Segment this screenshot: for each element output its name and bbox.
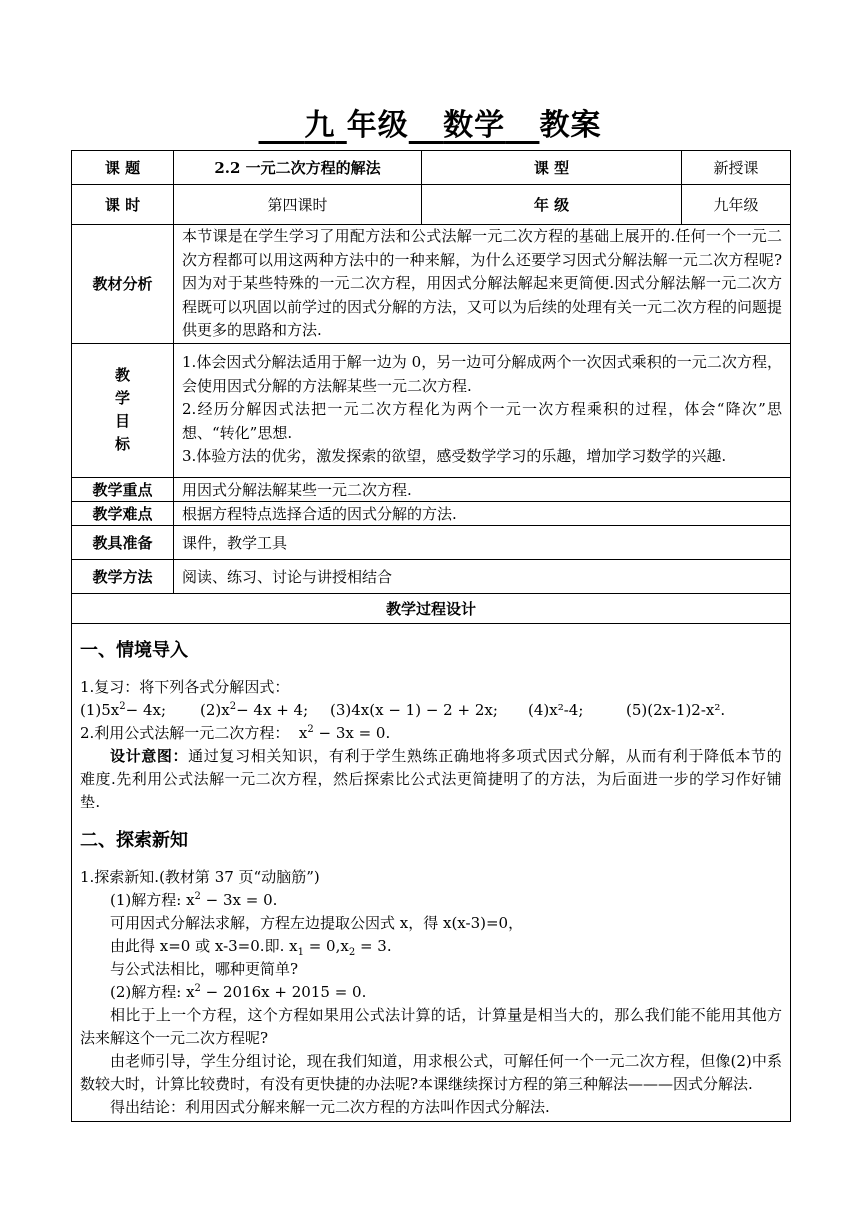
type-label: 课 型 [422,151,682,185]
tools-label: 教具准备 [72,525,174,559]
goal-item: 1.体会因式分解法适用于解一边为 0，另一边可分解成两个一次因式乘积的一元二次方程，会使用因式分解的方法解某些一元二次方程. [182,353,782,395]
grade-value: 九年级 [682,185,791,225]
tools-row [72,525,791,559]
key-point-row [72,477,791,501]
section-intro-body [80,676,782,814]
title-doc-type: 教案 [539,108,602,143]
difficulty-text: 根据方程特点选择合适的因式分解的方法. [174,501,791,525]
goals-label: 教 学 目 标 [72,343,174,477]
section-intro-heading: 一、情境导入 [80,639,188,661]
topic-label: 课 题 [72,151,174,185]
explore-p3: 由此得 x=0 或 x-3=0.即. $x_1 = 0,x_2 = 3$. [110,936,392,958]
difficulty-label: 教学难点 [72,501,174,525]
topic-value: 2.2 一元二次方程的解法 [174,151,422,185]
period-value: 第四课时 [174,185,422,225]
method-row [72,559,791,593]
method-text: 阅读、练习、讨论与讲授相结合 [174,559,791,593]
process-title-row [72,593,791,623]
key-point-text: 用因式分解法解某些一元二次方程. [174,477,791,501]
explore-p8: 得出结论：利用因式分解来解一元二次方程的方法叫作因式分解法. [110,1097,550,1116]
method-label: 教学方法 [72,559,174,593]
key-point-label: 教学重点 [72,477,174,501]
explore-p2: 可用因式分解法求解，方程左边提取公因式 x，得 x(x-3)=0， [110,913,524,932]
process-body [72,623,791,1121]
grade-label: 年 级 [422,185,682,225]
goals-list [174,343,791,477]
section-explore-heading: 二、探索新知 [80,829,188,851]
explore-eq2: (2)解方程: $x^2 - 2016x + 2015 = 0$. [110,982,367,1001]
section-explore-body [80,866,782,1119]
page-title [0,104,860,148]
design-intent: 设计意图：通过复习相关知识，有利于学生熟练正确地将多项式因式分解，从而有利于降低本节的难度.先利用公式法解一元二次方程，然后探索比公式法更简捷明了的方法，为后面进一步的学习作好铺垫. [80,746,782,811]
analysis-label: 教材分析 [72,225,174,344]
explore-eq1: (1)解方程: $x^2 - 3x = 0$. [110,890,278,909]
goal-item: 2.经历分解因式法把一元二次方程化为两个一元一次方程乘积的过程，体会“降次”思想、“转化”思想. [182,400,782,442]
title-grade: 九 [304,108,336,143]
title-grade-suffix: 年级 [346,108,409,143]
lesson-plan-table [71,150,791,1122]
period-row [72,185,791,225]
goals-row [72,343,791,477]
process-title: 教学过程设计 [72,593,791,623]
analysis-text: 本节课是在学生学习了用配方法和公式法解一元二次方程的基础上展开的.任何一个一元二次方程都可以用这两种方法中的一种来解，为什么还要学习因式分解法解一元二次方程呢?因为对于某些特殊的一元二次方程，用因式分解法解起来更简便.因式分解法解一元二次方程既可以巩固以前学过的因式分解的方法，又可以为后续的处理有关一元二次方程的问题提供更多的思路和方法. [174,225,791,344]
formula-line: 2.利用公式法解一元二次方程： $x^2 - 3x = 0$. [80,723,391,742]
review-equations: $(1)5x^2- 4x$; $(2)x^2- 4x + 4$; (3)4x(x − 1) − 2 + 2x; (4)x²-4; (5)(2x-1)2-x². [80,700,726,719]
analysis-row [72,225,791,344]
review-line: 1.复习：将下列各式分解因式： [80,677,290,696]
type-value: 新授课 [682,151,791,185]
explore-p7: 由老师引导，学生分组讨论，现在我们知道，用求根公式，可解任何一个一元二次方程，但像(2)中系数较大时，计算比较费时，有没有更快捷的办法呢?本课继续探讨方程的第三种解法———因式分解法. [80,1051,782,1093]
explore-p6: 相比于上一个方程，这个方程如果用公式法计算的话，计算量是相当大的，那么我们能不能用其他方法来解这个一元二次方程呢? [80,1005,782,1047]
explore-intro: 1.探索新知.(教材第 37 页“动脑筋”) [80,867,320,886]
period-label: 课 时 [72,185,174,225]
title-subject: 数学 [443,108,506,143]
goal-item: 3.体验方法的优劣，激发探索的欲望，感受数学学习的乐趣，增加学习数学的兴趣. [182,447,727,466]
difficulty-row [72,501,791,525]
tools-text: 课件，教学工具 [174,525,791,559]
topic-row [72,151,791,185]
explore-p4: 与公式法相比，哪种更简单? [110,959,299,978]
process-body-row [72,623,791,1121]
